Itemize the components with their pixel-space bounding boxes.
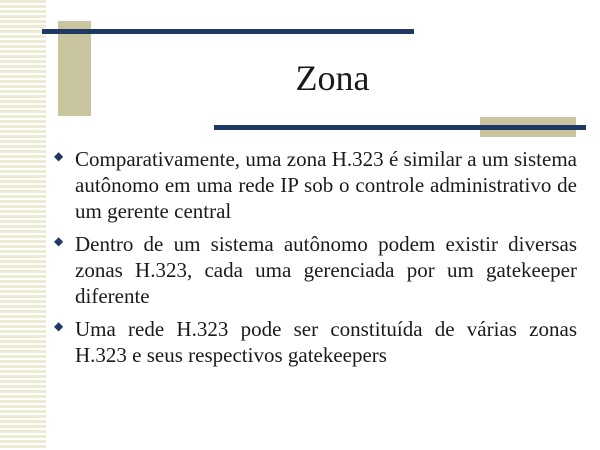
bullet-text: Comparativamente, uma zona H.323 é similar a um sistema autônomo em uma rede IP sob o controle administrativo de um gerente central	[75, 147, 577, 223]
title-rule-bottom	[214, 125, 586, 130]
bullet-item	[52, 146, 577, 224]
bullet-item	[52, 316, 577, 368]
diamond-bullet-icon: ◆	[54, 149, 64, 163]
bullet-list	[52, 146, 577, 375]
bullet-text: Dentro de um sistema autônomo podem existir diversas zonas H.323, cada uma gerenciada por um gatekeeper diferente	[75, 232, 577, 308]
diamond-bullet-icon: ◆	[54, 234, 64, 248]
title-rule-top	[42, 29, 414, 34]
diamond-bullet-icon: ◆	[54, 319, 64, 333]
bullet-text: Uma rede H.323 pode ser constituída de várias zonas H.323 e seus respectivos gatekeepers	[75, 317, 577, 367]
bullet-item	[52, 231, 577, 309]
slide-title: Zona	[295, 58, 370, 98]
striped-margin	[0, 0, 46, 450]
title-accent-block-top	[58, 21, 91, 116]
